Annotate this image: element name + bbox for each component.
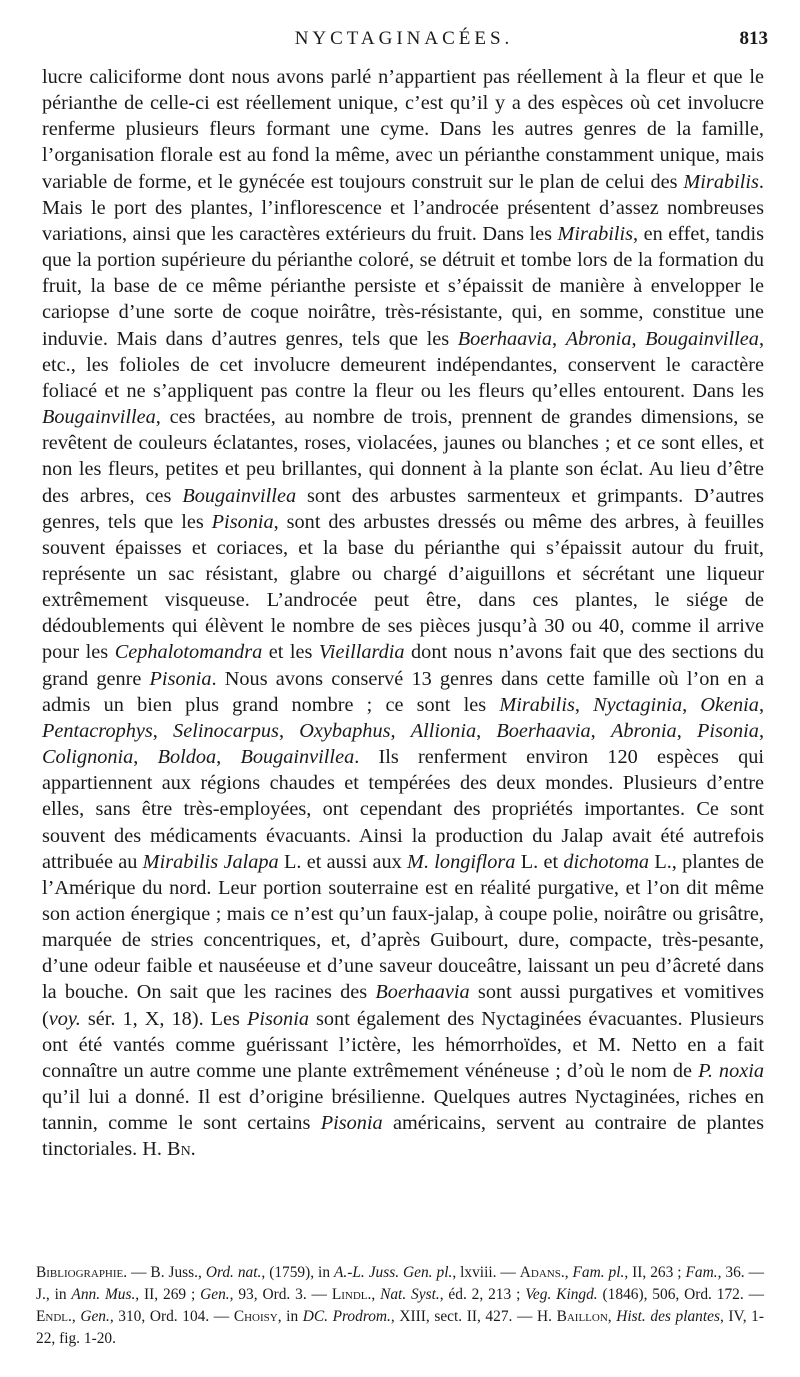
text-run: sér. 1, X, 18). Les	[80, 1007, 247, 1030]
text-run: L. et	[515, 850, 564, 873]
italic-run: Mirabilis	[557, 222, 634, 245]
italic-run: Mirabilis	[683, 170, 759, 193]
italic-run: Boerhaavia	[457, 327, 553, 350]
running-head	[40, 28, 768, 56]
text-run: ,	[371, 1286, 381, 1303]
italic-run: Pisonia	[696, 719, 759, 742]
text-run: L., plantes de l’Amérique du nord. Leur portion souterraine est en réalité purgative, et l’on dit même son action énergique ; mais ce n’est qu’un faux-jalap, à coupe polie, noirâtre ou grisâtre, marquée de stries concentriques, et, d’après Guibourt, dure, compacte, très-pesante, d’une odeur faible et nauséeuse et d’une saveur douceâtre, laissant un peu d’âcreté dans la bouche. On sait que les racines des	[42, 850, 765, 1004]
italic-run: Boerhaavia	[496, 719, 591, 742]
italic-run: Abronia	[565, 327, 632, 350]
italic-run: Pentacrophys	[42, 719, 153, 742]
body-paragraph	[42, 64, 764, 1163]
small-caps-run: Choisy	[233, 1308, 278, 1325]
text-run: (1846), 506, Ord. 172. —	[597, 1286, 764, 1303]
page-number: 813	[739, 28, 768, 49]
italic-run: Fam. pl.	[572, 1264, 625, 1281]
text-run: ,	[631, 327, 646, 350]
text-run: ,	[216, 746, 241, 769]
text-run: ,	[278, 719, 300, 742]
italic-run: Gen.	[80, 1308, 110, 1325]
text-run: . Mais le port des plantes, l’inflorescence et l’androcée présentent d’assez nombreuses variations, ainsi que les caractères extérieurs du fruit. Dans les	[42, 170, 764, 245]
small-caps-run: Endl.	[36, 1308, 72, 1325]
text-run: , etc., les folioles de cet involucre demeurent indépendantes, conservent le caractère foliacé et ne s’appliquent pas contre la fleur ou les fleurs qu’elles entourent. Dans les	[42, 327, 765, 402]
text-run: sont des arbustes sarmenteux et grimpants. D’autres genres, tels que les	[42, 484, 764, 533]
text-run: , XIII, sect. II, 427. — H.	[390, 1308, 557, 1325]
text-run: ,	[758, 719, 765, 742]
text-run: . Nous avons conservé 13 genres dans cette famille où l’on en a admis un bien plus grand nombre ; ce sont les	[42, 667, 764, 716]
running-title: NYCTAGINACÉES.	[294, 28, 514, 49]
italic-run: Boldoa	[157, 746, 217, 769]
italic-run: DC. Prodrom.	[302, 1308, 391, 1325]
italic-run: Selinocarpus	[173, 719, 279, 742]
text-run: lucre caliciforme dont nous avons parlé n’appartient pas réellement à la fleur et que le périanthe de celle-ci est réellement unique, c’est qu’il y a des espèces où cet involucre renferme plusieurs fleurs formant une cyme. Dans les autres genres de la famille, l’organisation florale est au fond la même, avec un périanthe constamment unique, mais variable de forme, et le gynécée est toujours construit sur le plan de celui des	[42, 66, 764, 193]
italic-run: Abronia	[610, 719, 677, 742]
text-run: , éd. 2, 213 ;	[439, 1286, 526, 1303]
text-run: ,	[390, 719, 411, 742]
italic-run: dichotoma	[563, 850, 650, 873]
text-run: , sont des arbustes dressés ou même des arbres, à feuilles souvent épaisses et coriaces, et la base du périanthe qui s’épaissit autour du fruit, représente un sac résistant, glabre ou chargé d’aiguillons et sécrétant une liqueur extrêmement visqueuse. L’androcée peut être, dans ces plantes, le siége de dédoublements qui élèvent le nombre de ses pièces jusqu’à 30 ou 40, comme il arrive pour les	[42, 510, 764, 664]
text-run: ,	[476, 719, 497, 742]
text-run: , (1759), in	[261, 1264, 334, 1281]
bibliography	[36, 1262, 764, 1350]
text-run: ,	[71, 1308, 81, 1325]
text-run: , IV, 1-22, fig. 1-20.	[36, 1308, 764, 1347]
text-run: ,	[152, 719, 174, 742]
italic-run: voy.	[48, 1007, 81, 1030]
italic-run: Bougainvillea	[240, 746, 355, 769]
text-run: qu’il lui a donné. Il est d’origine brésilienne. Quelques autres Nyctaginées, riches en tannin, comme le sont certains	[42, 1086, 764, 1135]
text-run: ,	[564, 1264, 573, 1281]
italic-run: Pisonia	[320, 1112, 383, 1135]
text-run: , lxviii. —	[452, 1264, 520, 1281]
italic-run: Veg. Kingd.	[525, 1286, 598, 1303]
small-caps-run: Bibliographie.	[36, 1264, 128, 1281]
italic-run: Pisonia	[247, 1007, 309, 1030]
text-run: ,	[607, 1308, 617, 1325]
text-run: , en effet, tandis que la portion supérieure du périanthe coloré, se détruit et tombe lors de la formation du fruit, la base de ce même périanthe persiste et s’épaissit de manière à envelopper le cariopse d’une sorte de coque noirâtre, très-résistante, qui, en somme, constitue une induvie. Mais dans d’autres genres, tels que les	[42, 222, 764, 350]
italic-run: Boerhaavia	[375, 981, 470, 1004]
text-run: . Ils renferment environ 120 espèces qui appartiennent aux régions chaudes et tempérées des deux mondes. Plusieurs d’entre elles, sans être très-employées, ont cependant des propriétés importantes. Ce sont souvent des médicaments évacuants. Ainsi la production du Jalap avait été autrefois attribuée au	[42, 746, 764, 873]
text-run: ,	[574, 693, 594, 716]
italic-run: Ann. Mus.	[71, 1286, 136, 1303]
italic-run: Nat. Syst.	[380, 1286, 440, 1303]
text-run: dont nous n’avons fait que des sections du grand genre	[42, 641, 764, 690]
text-run: , II, 263 ;	[624, 1264, 686, 1281]
text-run: sont aussi purgatives et vomitives (	[42, 981, 764, 1030]
small-caps-run: Lindl.	[331, 1286, 372, 1303]
small-caps-run: H. Bn.	[142, 1138, 196, 1161]
italic-run: Okenia	[700, 693, 759, 716]
small-caps-run: Adans.	[519, 1264, 565, 1281]
text-run: américains, servent au contraire de plantes tinctoriales.	[42, 1112, 764, 1161]
italic-run: Allionia	[410, 719, 477, 742]
text-run: ,	[676, 719, 697, 742]
italic-run: A.-L. Juss. Gen. pl.	[333, 1264, 453, 1281]
italic-run: M. longiflora	[407, 850, 516, 873]
italic-run: P. noxia	[698, 1059, 764, 1082]
text-run: L. et aussi aux	[278, 850, 408, 873]
italic-run: Cephalotomandra	[114, 641, 263, 664]
italic-run: Bougainvillea	[42, 406, 156, 429]
italic-run: Mirabilis	[499, 693, 575, 716]
text-run: , 93, Ord. 3. —	[229, 1286, 332, 1303]
small-caps-run: Baillon	[556, 1308, 608, 1325]
italic-run: Hist. des plantes	[616, 1308, 720, 1325]
italic-run: Bougainvillea	[645, 327, 759, 350]
italic-run: Ord. nat.	[205, 1264, 262, 1281]
text-run: , 36. — J., in	[36, 1264, 764, 1303]
italic-run: Colignonia	[42, 746, 134, 769]
text-run: ,	[552, 327, 566, 350]
italic-run: Nyctaginia	[593, 693, 683, 716]
text-run: , 310, Ord. 104. —	[109, 1308, 234, 1325]
text-run: ,	[758, 693, 765, 716]
text-run: ,	[133, 746, 158, 769]
italic-run: Gen.	[200, 1286, 230, 1303]
text-run: , II, 269 ;	[135, 1286, 201, 1303]
italic-run: Oxybaphus	[299, 719, 391, 742]
italic-run: Fam.	[685, 1264, 718, 1281]
text-run: ,	[590, 719, 611, 742]
italic-run: Pisonia	[211, 510, 274, 533]
text-run: ,	[682, 693, 701, 716]
text-run: et les	[262, 641, 319, 664]
italic-run: Pisonia	[149, 667, 212, 690]
text-run: , in	[277, 1308, 303, 1325]
text-run: , ces bractées, au nombre de trois, prennent de grandes dimensions, se revêtent de couleurs éclatantes, roses, violacées, jaunes ou blanches ; et ce sont elles, et non les fleurs, petites et peu brillantes, qui donnent à la plante son éclat. Au lieu d’être des arbres, ces	[42, 406, 764, 507]
italic-run: Mirabilis Jalapa	[142, 850, 279, 873]
italic-run: Vieillardia	[318, 641, 405, 664]
text-run: sont également des Nyctaginées évacuantes. Plusieurs ont été vantés comme guérissant l’ictère, les hémorrhoïdes, et M. Netto en a fait connaître un autre comme une plante extrêmement vénéneuse ; d’où le nom de	[42, 1007, 764, 1082]
text-run: — B. Juss.,	[127, 1264, 206, 1281]
italic-run: Bougainvillea	[182, 484, 297, 507]
